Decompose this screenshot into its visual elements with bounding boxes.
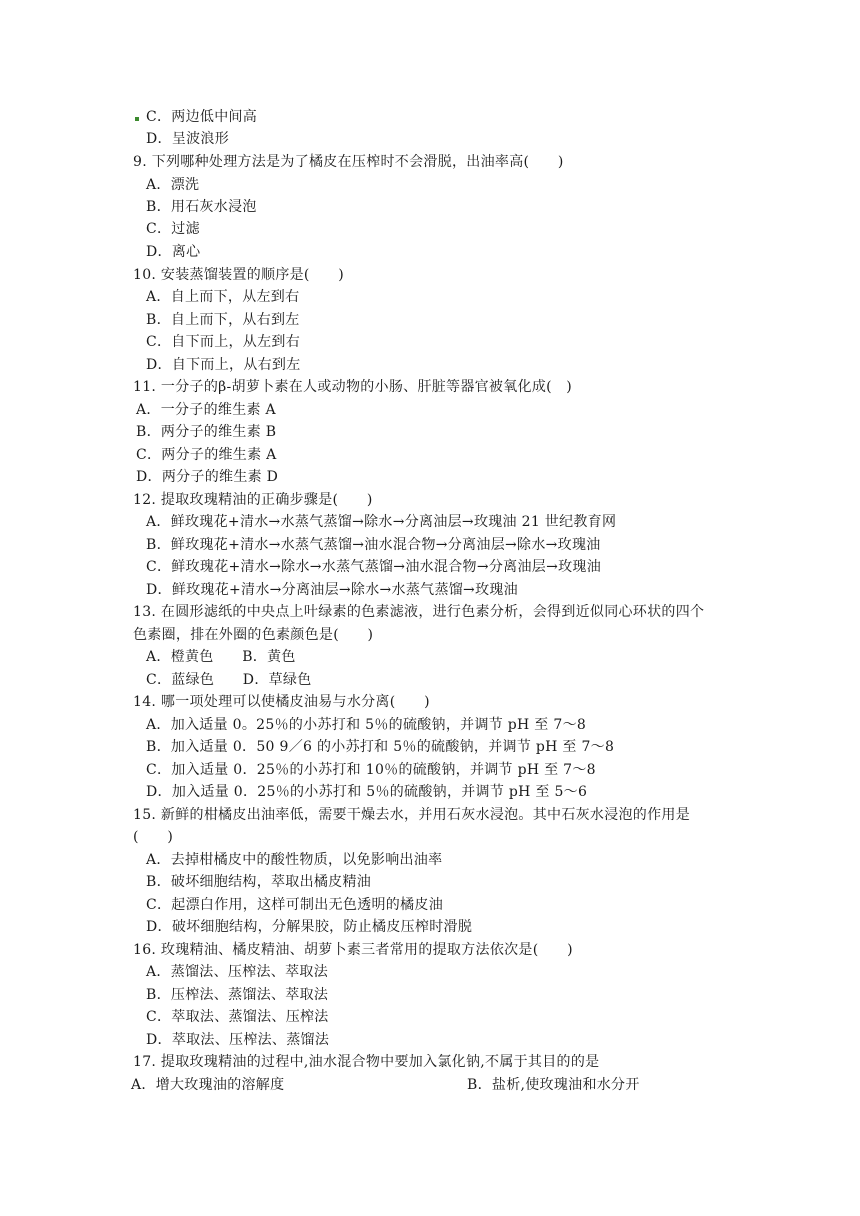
option-12c: C．鲜玫瑰花+清水→除水→水蒸气蒸馏→油水混合物→分离油层→玫瑰油 — [146, 559, 601, 575]
question-13: 13. 在圆形滤纸的中央点上叶绿素的色素滤液，进行色素分析，会得到近似同心环状的四个 — [133, 604, 705, 620]
option-15a: A．去掉柑橘皮中的酸性物质，以免影响出油率 — [146, 852, 443, 868]
question-10: 10. 安装蒸馏装置的顺序是( ) — [133, 267, 345, 283]
green-mark — [135, 117, 139, 121]
option-14a: A．加入适量 0。25％的小苏打和 5％的硫酸钠，并调节 pH 至 7～8 — [146, 717, 587, 733]
option-11d: D．两分子的维生素 D — [136, 469, 279, 485]
question-13-cont: 色素圈，排在外圈的色素颜色是( ) — [133, 627, 374, 643]
option-9b: B．用石灰水浸泡 — [146, 199, 257, 215]
option-11c: C．两分子的维生素 A — [136, 447, 277, 463]
question-12: 12. 提取玫瑰精油的正确步骤是( ) — [133, 492, 373, 508]
option-17a: A．增大玫瑰油的溶解度 — [131, 1077, 285, 1093]
question-17: 17. 提取玫瑰精油的过程中,油水混合物中要加入氯化钠,不属于其目的的是 — [133, 1054, 600, 1070]
option-8c: C．两边低中间高 — [146, 109, 258, 125]
option-11b: B．两分子的维生素 B — [136, 424, 277, 440]
question-16: 16. 玫瑰精油、橘皮精油、胡萝卜素三者常用的提取方法依次是( ) — [133, 942, 573, 958]
option-15d: D．破坏细胞结构，分解果胶，防止橘皮压榨时滑脱 — [146, 919, 473, 935]
option-9d: D．离心 — [146, 244, 201, 260]
option-14b: B．加入适量 0．50 9／6 的小苏打和 5％的硫酸钠，并调节 pH 至 7～8 — [146, 739, 615, 755]
question-9: 9. 下列哪种处理方法是为了橘皮在压榨时不会滑脱，出油率高( ) — [133, 154, 564, 170]
option-10a: A．自上而下，从左到右 — [146, 289, 300, 305]
option-12b: B．鲜玫瑰花+清水→水蒸气蒸馏→油水混合物→分离油层→除水→玫瑰油 — [146, 537, 601, 553]
option-14d: D．加入适量 0．25％的小苏打和 5％的硫酸钠，并调节 pH 至 5～6 — [146, 784, 588, 800]
question-15-cont: ( ) — [133, 829, 174, 845]
option-12d: D．鲜玫瑰花+清水→分离油层→除水→水蒸气蒸馏→玫瑰油 — [146, 582, 518, 598]
option-13ab: A．橙黄色 B．黄色 — [146, 649, 296, 665]
option-15c: C．起漂白作用，这样可制出无色透明的橘皮油 — [146, 897, 444, 913]
question-15: 15. 新鲜的柑橘皮出油率低，需要干燥去水，并用石灰水浸泡。其中石灰水浸泡的作用是 — [133, 807, 691, 823]
option-10b: B．自上而下，从右到左 — [146, 312, 300, 328]
option-12a: A．鲜玫瑰花+清水→水蒸气蒸馏→除水→分离油层→玫瑰油 21 世纪教育网 — [146, 514, 617, 530]
option-16b: B．压榨法、蒸馏法、萃取法 — [146, 987, 329, 1003]
option-11a: A．一分子的维生素 A — [136, 402, 276, 418]
option-10c: C．自下而上，从左到右 — [146, 334, 301, 350]
option-9a: A．漂洗 — [146, 177, 200, 193]
option-16a: A．蒸馏法、压榨法、萃取法 — [146, 964, 329, 980]
option-9c: C．过滤 — [146, 221, 200, 237]
option-14c: C．加入适量 0．25％的小苏打和 10％的硫酸钠，并调节 pH 至 7～8 — [146, 762, 596, 778]
option-15b: B．破坏细胞结构，萃取出橘皮精油 — [146, 874, 372, 890]
option-10d: D．自下而上，从右到左 — [146, 357, 301, 373]
option-8d: D．呈波浪形 — [146, 131, 230, 147]
question-11: 11. 一分子的β-胡萝卜素在人或动物的小肠、肝脏等器官被氧化成( ) — [133, 379, 572, 395]
option-16c: C．萃取法、蒸馏法、压榨法 — [146, 1009, 329, 1025]
option-17b: B．盐析,使玫瑰油和水分开 — [467, 1077, 640, 1093]
question-14: 14. 哪一项处理可以使橘皮油易与水分离( ) — [133, 694, 430, 710]
option-16d: D．萃取法、压榨法、蒸馏法 — [146, 1032, 330, 1048]
option-13cd: C．蓝绿色 D．草绿色 — [146, 672, 312, 688]
